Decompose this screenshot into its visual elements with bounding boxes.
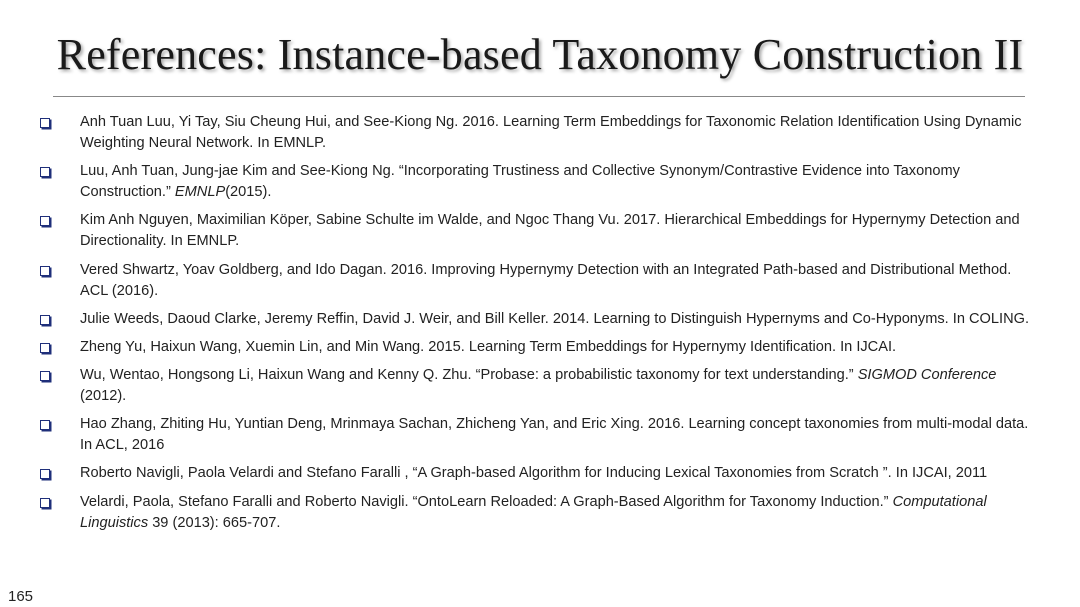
reference-text-tail: (2012).	[80, 387, 127, 404]
hollow-square-bullet-icon	[40, 118, 50, 128]
reference-item	[38, 414, 1030, 456]
hollow-square-bullet-icon	[40, 216, 50, 226]
hollow-square-bullet-icon	[40, 266, 50, 276]
reference-text: Roberto Navigli, Paola Velardi and Stefano Faralli , “A Graph-based Algorithm for Inducing Lexical Taxonomies from Scratch ”. In IJCAI, 2011	[80, 465, 988, 482]
reference-item	[38, 210, 1030, 252]
hollow-square-bullet-icon	[40, 420, 50, 430]
reference-text	[80, 163, 960, 200]
reference-item	[38, 492, 1030, 534]
reference-text	[80, 367, 996, 404]
reference-text-main: Velardi, Paola, Stefano Faralli and Roberto Navigli. “OntoLearn Reloaded: A Graph-Based Algorithm for Taxonomy Induction.”	[80, 493, 893, 510]
title-divider	[53, 96, 1025, 97]
hollow-square-bullet-icon	[40, 167, 50, 177]
slide-title: References: Instance-based Taxonomy Construction II	[56, 30, 1024, 79]
reference-text-main: Wu, Wentao, Hongsong Li, Haixun Wang and Kenny Q. Zhu. “Probase: a probabilistic taxonomy for text understanding.”	[80, 366, 858, 383]
reference-venue: Computational Linguistics	[80, 493, 987, 531]
reference-text: Julie Weeds, Daoud Clarke, Jeremy Reffin, David J. Weir, and Bill Keller. 2014. Learning to Distinguish Hypernyms and Co-Hyponyms. In COLING.	[80, 310, 1030, 327]
hollow-square-bullet-icon	[40, 343, 50, 353]
reference-item	[38, 463, 1030, 484]
hollow-square-bullet-icon	[40, 315, 50, 325]
hollow-square-bullet-icon	[40, 469, 50, 479]
reference-item	[38, 365, 1030, 407]
reference-venue: EMNLP	[174, 184, 226, 201]
reference-item	[38, 112, 1030, 154]
reference-text: Zheng Yu, Haixun Wang, Xuemin Lin, and Min Wang. 2015. Learning Term Embeddings for Hypernymy Identification. In IJCAI.	[80, 338, 897, 355]
reference-text: Kim Anh Nguyen, Maximilian Köper, Sabine Schulte im Walde, and Ngoc Thang Vu. 2017. Hierarchical Embeddings for Hypernymy Detection and Directionality. In EMNLP.	[80, 212, 1020, 250]
reference-text-main: Luu, Anh Tuan, Jung-jae Kim and See-Kiong Ng. “Incorporating Trustiness and Collective Synonym/Contrastive Evidence into Taxonomy Construction.”	[80, 163, 960, 201]
reference-venue: SIGMOD Conference	[857, 366, 997, 383]
reference-text: Hao Zhang, Zhiting Hu, Yuntian Deng, Mrinmaya Sachan, Zhicheng Yan, and Eric Xing. 2016. Learning concept taxonomies from multi-modal data. In ACL, 2016	[80, 416, 1029, 454]
reference-item	[38, 337, 1030, 358]
reference-item	[38, 309, 1030, 330]
reference-list	[38, 112, 1030, 541]
reference-text: Anh Tuan Luu, Yi Tay, Siu Cheung Hui, and See-Kiong Ng. 2016. Learning Term Embeddings for Taxonomic Relation Identification Using Dynamic Weighting Neural Network. In EMNLP.	[80, 114, 1022, 151]
reference-text	[80, 494, 987, 531]
reference-text: Vered Shwartz, Yoav Goldberg, and Ido Dagan. 2016. Improving Hypernymy Detection with an Integrated Path-based and Distributional Method. ACL (2016).	[80, 261, 1012, 299]
hollow-square-bullet-icon	[40, 498, 50, 508]
reference-text-tail: 39 (2013): 665-707.	[148, 514, 281, 531]
reference-item	[38, 161, 1030, 203]
reference-item	[38, 260, 1030, 302]
reference-text-tail: (2015).	[225, 184, 272, 201]
page-number: 165	[8, 588, 34, 605]
hollow-square-bullet-icon	[40, 371, 50, 381]
